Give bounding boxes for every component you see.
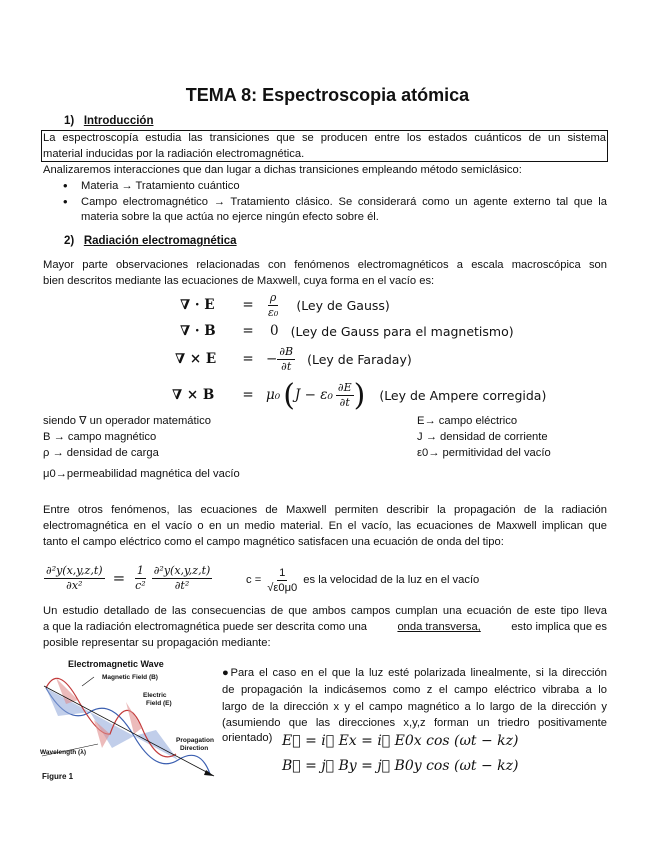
- radiation-p2-line3: tanto el campo eléctrico como el campo magnético satisfacen una ecuación de onda del tipo:: [43, 536, 504, 548]
- radiation-p1-line1: Mayor parte observaciones relacionadas con fenómenos electromagnéticos a escala macroscópica son: [43, 259, 607, 271]
- section-heading-1: [64, 114, 153, 129]
- maxwell-eq-faraday: ∇ × E = − $\frac{\partial B}{\partial t}$ (Ley de Faraday): [175, 344, 412, 373]
- def-e: E→ campo eléctrico: [417, 415, 518, 427]
- figure-label-electric-2: Field (E): [146, 700, 172, 707]
- intro-line-3: Analizaremos interacciones que dan lugar a dichas transiciones empleando método semiclásico:: [43, 164, 522, 176]
- def-nabla: siendo ∇ un operador matemático: [43, 415, 211, 427]
- radiation-p3-line3: posible representar su propagación mediante:: [43, 637, 271, 649]
- figure-title: Electromagnetic Wave: [68, 659, 164, 669]
- pol-line-1: ●Para el caso en el que la luz esté polarizada linealmente, si la dirección: [222, 667, 607, 679]
- figure-caption: Figure 1: [42, 772, 74, 781]
- maxwell-eq-ampere: ∇ × B = μ₀ ( J − ε₀ $\frac{\partial E}{\partial t}$ ) (Ley de Ampere corregida): [172, 377, 547, 413]
- figure-label-propagation-2: Direction: [180, 745, 209, 752]
- section-number: 2): [64, 235, 75, 247]
- intro-line-1: La espectroscopía estudia las transiciones que se producen entre los estados cuánticos de un sistema: [43, 132, 606, 144]
- bullet-icon: •: [63, 194, 68, 209]
- equation-b-field: B⃗ = j⃗ By = j⃗ B0y cos (ωt − kz): [282, 758, 519, 774]
- radiation-p2-line1: Entre otros fenómenos, las ecuaciones de Maxwell permiten describir la propagación de la radiación: [43, 504, 607, 516]
- bullet-item-1: Materia → Tratamiento cuántico: [81, 180, 240, 192]
- radiation-p3-line1: Un estudio detallado de las consecuencias de que ambos campos cumplan una ecuación de este tipo lleva: [43, 605, 607, 617]
- section-label: Introducción: [83, 115, 154, 127]
- light-speed-definition: c = $\frac{1}{√\varepsilon 0\mu 0}$ es la velocidad de la luz en el vacío: [246, 566, 480, 594]
- pol-line-5: orientado): [222, 732, 273, 744]
- pol-line-4: (asumiendo que las direcciones x,y,z forman un triedro positivamente: [222, 717, 607, 729]
- figure-label-wavelength: Wavelength (λ): [40, 749, 86, 756]
- def-rho: ρ → densidad de carga: [43, 447, 159, 459]
- def-mu: μ0→permeabilidad magnética del vacío: [43, 468, 240, 480]
- bullet-item-2: Campo electromagnético → Tratamiento clásico. Se considerará como un agente externo tal que la: [81, 196, 607, 208]
- bullet-item-2-cont: materia sobre la que actúa no ejerce ningún efecto sobre él.: [81, 211, 379, 223]
- bullet-icon: •: [63, 178, 68, 193]
- pol-line-2: de propagación la indicásemos como z el campo eléctrico vibraba a lo: [222, 684, 607, 696]
- figure-label-propagation-1: Propagation: [176, 737, 214, 744]
- pol-line-3: largo de la dirección x y el campo magnético a lo largo de la dirección y: [222, 701, 607, 713]
- radiation-p2-line2: electromagnética en el vacío o en un medio material. En el vacío, las ecuaciones de Maxwell implican que: [43, 520, 607, 532]
- figure-label-electric-1: Electric: [143, 692, 167, 699]
- equation-e-field: E⃗ = i⃗ Ex = i⃗ E0x cos (ωt − kz): [282, 733, 519, 749]
- maxwell-eq-gauss-magnetism: ∇ · B = 0 (Ley de Gauss para el magnetismo): [180, 322, 514, 339]
- section-heading-2: [64, 234, 237, 249]
- def-epsilon: ε0→ permitividad del vacío: [417, 447, 551, 459]
- page-title: TEMA 8: Espectroscopia atómica: [185, 85, 470, 105]
- section-number: 1): [64, 115, 75, 127]
- term-transverse-wave: onda transversa,: [397, 621, 481, 633]
- em-wave-figure: [38, 656, 218, 784]
- intro-line-2: material inducidas por la radiación electromagnética.: [43, 148, 305, 160]
- wave-equation: $\frac{\text{∂²y(x,y,z,t)}}{\text{∂x²}}$ = $\frac{1}{\text{c²}}$ $\frac{\text{∂²y(x,y,z,t)}}{\text{∂t²}}$: [46, 563, 211, 592]
- figure-label-magnetic: Magnetic Field (B): [102, 674, 158, 681]
- radiation-p1-line2: bien descritos mediante las ecuaciones de Maxwell, cuya forma en el vacío es:: [43, 275, 435, 287]
- def-b: B → campo magnético: [43, 431, 157, 443]
- def-j: J → densidad de corriente: [417, 431, 548, 443]
- section-label: Radiación electromagnética: [83, 235, 237, 247]
- maxwell-eq-gauss: ∇ · E = $\frac{\rho}{\text{ε₀}}$ (Ley de Gauss): [180, 290, 390, 319]
- radiation-p3-line2: a que la radiación electromagnética puede ser descrita como una onda transversa, esto implica que es: [43, 621, 607, 633]
